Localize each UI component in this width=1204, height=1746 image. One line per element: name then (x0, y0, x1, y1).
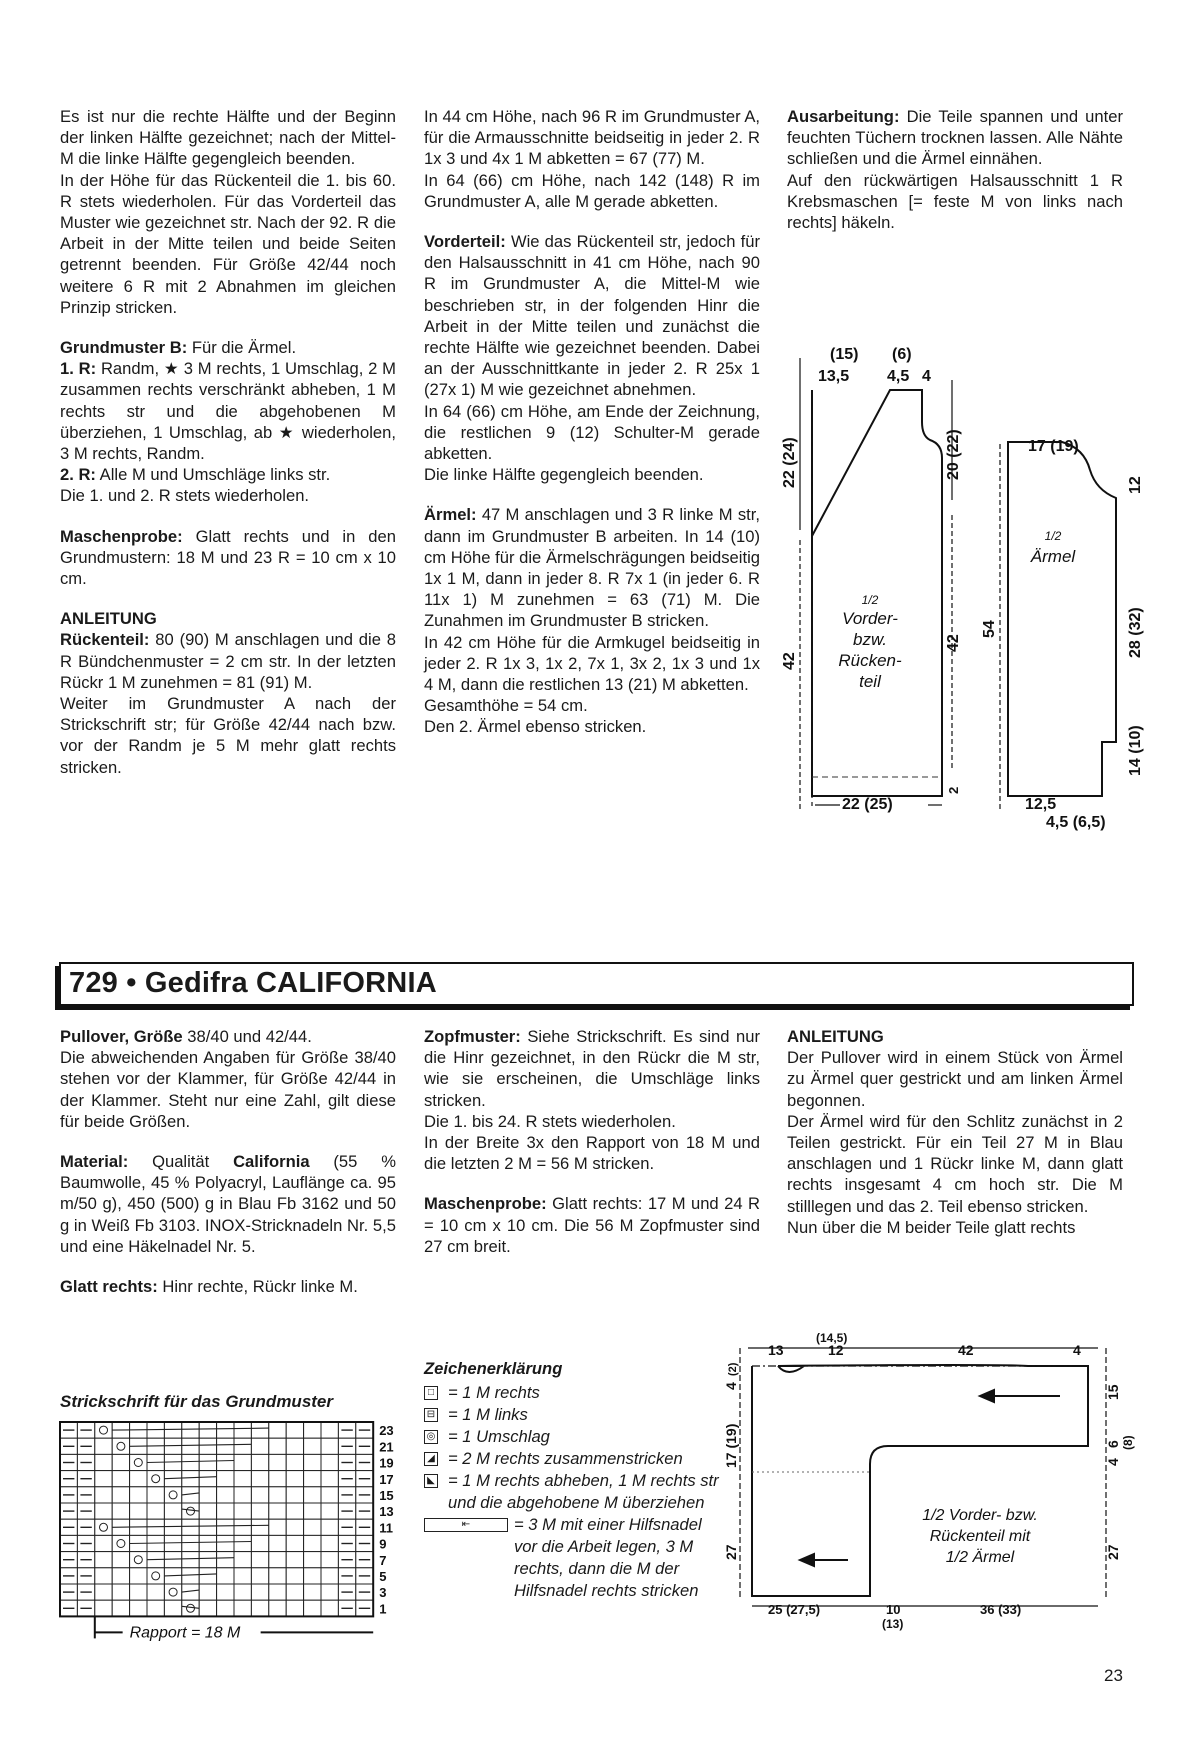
chart-cell (147, 1487, 164, 1503)
chart-cell (251, 1454, 268, 1470)
pattern-title: 729 • Gedifra CALIFORNIA (69, 967, 437, 999)
chart-cell (286, 1519, 303, 1535)
chart-cell (304, 1422, 321, 1438)
chart-cell (321, 1584, 338, 1600)
vorderteil: Vorderteil: Wie das Rückenteil str, jedoch für den Halsausschnitt in 41 cm Höhe, nach 90 R im Grundmuster A, die Mittel-M wie beschrieben str, in der folgenden Hinr die Arbeit in der Mitte teilen und zunächst die rechte Hälfte wie gezeichnet beenden. Dabei an der Ausschnittkante in jeder 2. R 25x 1 (27x 1) M wie gezeichnet abnehmen. (424, 232, 760, 400)
chart-cell (199, 1422, 216, 1438)
chart-cell (199, 1503, 216, 1519)
chart-cell (321, 1422, 338, 1438)
purl-symbol-icon: ⊟ (424, 1408, 438, 1422)
chart-cell (251, 1519, 268, 1535)
chart-cell (112, 1568, 129, 1584)
chart-cell (234, 1471, 251, 1487)
dim-b36: 36 (33) (980, 1602, 1022, 1617)
chart-cell (321, 1454, 338, 1470)
chart-cell (234, 1584, 251, 1600)
dim-42-left: 42 (781, 652, 798, 670)
sleeve-half-label: 1/2 (1044, 529, 1062, 543)
chart-cell (321, 1552, 338, 1568)
chart-cell (234, 1600, 251, 1616)
chart-cell (286, 1438, 303, 1454)
chart-cell (130, 1471, 147, 1487)
chart-cell (147, 1568, 164, 1584)
top-schematic (770, 340, 1150, 831)
ausarbeitung: Ausarbeitung: Die Teile spannen und unter feuchten Tüchern trocknen lassen. Alle Nähte schließen und die Ärmel einnähen. (787, 107, 1123, 169)
anleitung-heading: ANLEITUNG (60, 609, 157, 629)
chart-cell (286, 1584, 303, 1600)
dim-42b: 42 (958, 1342, 974, 1358)
chart-cell (269, 1454, 286, 1470)
chart-cell (217, 1584, 234, 1600)
chart-cell (251, 1535, 268, 1551)
inner-label-2: Rückenteil mit (929, 1528, 1031, 1545)
glatt-rechts: Glatt rechts: Hinr rechte, Rückr linke M. (60, 1277, 358, 1297)
chart-cell (234, 1503, 251, 1519)
legend-item: ⇤ = 3 M mit einer Hilfsnadel vor die Arbeit legen, 3 M rechts, dann die M der Hilfsnadel rechts stricken (424, 1514, 724, 1602)
dim-v17: 17 (19) (723, 1423, 739, 1468)
bottom-column-2 (424, 1026, 760, 1257)
dim-17-19: 17 (19) (1028, 438, 1079, 455)
dim-6: (6) (892, 346, 912, 363)
chart-cell (199, 1454, 216, 1470)
chart-cell (199, 1471, 216, 1487)
skp-icon: ◣ (424, 1474, 438, 1488)
chart-cell (164, 1584, 181, 1600)
chart-cell (130, 1600, 147, 1616)
chart-cell (234, 1454, 251, 1470)
chart-cell (182, 1519, 199, 1535)
chart-cell (95, 1519, 112, 1535)
top-column-2 (424, 106, 760, 738)
chart-cell (217, 1568, 234, 1584)
chart-cell (234, 1487, 251, 1503)
chart-cell (304, 1519, 321, 1535)
ausarbeitung-2: Auf den rückwärtigen Halsausschnitt 1 R Krebsmaschen [= feste M von links nach rechts] häkeln. (787, 170, 1123, 233)
chart-row-number: 1 (379, 1601, 387, 1617)
dim-22-24: 22 (24) (781, 437, 798, 488)
chart-cell (130, 1552, 147, 1568)
anleitung-p3: Nun über die M beider Teile glatt rechts (787, 1217, 1076, 1237)
chart-cell (321, 1487, 338, 1503)
chart-cell (234, 1552, 251, 1568)
chart-cell (95, 1600, 112, 1616)
dim-22-25: 22 (25) (842, 796, 893, 813)
chart-cell (269, 1552, 286, 1568)
chart-cell (217, 1422, 234, 1438)
legend-title: Zeichenerklärung (424, 1359, 563, 1378)
knitting-chart (58, 1420, 418, 1640)
chart-cell (286, 1454, 303, 1470)
zopfmuster-3: In der Breite 3x den Rapport von 18 M und die letzten 2 M = 56 M stricken. (424, 1133, 760, 1174)
material: Material: Qualität California (55 % Baumwolle, 45 % Polyacryl, Lauflänge ca. 95 m/50 g), 450 (500) g in Blau Fb 3162 und 50 g in Weiß Fb 3103. INOX-Stricknadeln Nr. 5,5 und eine Häkelnadel Nr. 5. (60, 1152, 396, 1256)
maschenprobe-2: Maschenprobe: Glatt rechts: 17 M und 24 R = 10 cm x 10 cm. Die 56 M Zopfmuster sind 27 cm breit. (424, 1194, 760, 1256)
sleeve-label: Ärmel (1030, 547, 1076, 566)
chart-cell (269, 1422, 286, 1438)
chart-cell (251, 1503, 268, 1519)
chart-cell (304, 1552, 321, 1568)
zopfmuster: Zopfmuster: Siehe Strickschrift. Es sind nur die Hinr gezeichnet, in den Rückr die M str, wie sie erscheinen, die Umschläge links stricken. (424, 1027, 760, 1110)
yarn-over-icon: ◎ (424, 1430, 438, 1444)
rapport-label: Rapport = 18 M (129, 1624, 241, 1642)
chart-cell (182, 1535, 199, 1551)
chart-cell (234, 1519, 251, 1535)
legend-item: ⊟ = 1 M links (424, 1404, 724, 1426)
chart-cell (199, 1487, 216, 1503)
chart-cell (286, 1503, 303, 1519)
chart-row-number: 21 (379, 1439, 394, 1455)
dim-2: 2 (946, 786, 961, 794)
chart-cell (95, 1422, 112, 1438)
chart-cell (130, 1568, 147, 1584)
chart-cell (112, 1584, 129, 1600)
chart-cell (164, 1422, 181, 1438)
chart-cell (251, 1487, 268, 1503)
aermel-4: Den 2. Ärmel ebenso stricken. (424, 717, 647, 737)
chart-cell (269, 1584, 286, 1600)
chart-cell (286, 1600, 303, 1616)
chart-cell (269, 1471, 286, 1487)
chart-cell (147, 1584, 164, 1600)
chart-cell (95, 1503, 112, 1519)
pattern-title-bar (59, 962, 1134, 1006)
dim-54: 54 (981, 620, 998, 638)
legend-item: □ = 1 M rechts (424, 1382, 724, 1404)
chart-cell (112, 1600, 129, 1616)
bzw-label: bzw. (852, 630, 888, 649)
dim-b13: (13) (882, 1617, 904, 1631)
dim-14-10: 14 (10) (1127, 725, 1144, 776)
legend (424, 1358, 724, 1602)
chart-cell (147, 1503, 164, 1519)
chart-cell (251, 1584, 268, 1600)
dim-13-5: 13,5 (818, 368, 850, 385)
chart-cell (112, 1454, 129, 1470)
chart-cell (217, 1471, 234, 1487)
chart-cell (130, 1454, 147, 1470)
chart-cell (304, 1471, 321, 1487)
chart-cell (130, 1503, 147, 1519)
dim-v4: 4 (723, 1382, 739, 1390)
inner-label-1: 1/2 Vorder- bzw. (922, 1507, 1038, 1524)
chart-cell (269, 1535, 286, 1551)
chart-cell (95, 1471, 112, 1487)
legend-item: ◣ = 1 M rechts abheben, 1 M rechts str und die abgehobene M überziehen (424, 1470, 724, 1514)
chart-cell (95, 1454, 112, 1470)
dimension-lines (800, 358, 1000, 810)
chart-cell (182, 1471, 199, 1487)
chart-cell (147, 1600, 164, 1616)
chart-cell (321, 1438, 338, 1454)
chart-cell (217, 1503, 234, 1519)
chart-cell (321, 1600, 338, 1616)
aermel-2: In 42 cm Höhe für die Armkugel beidseitig in jeder 2. R 1x 3, 1x 2, 7x 1, 3x 2, 1x 3 und 1x 4 M, dann die restlichen 13 (21) M abketten. (424, 632, 760, 695)
anleitung-p2: Der Ärmel wird für den Schlitz zunächst in 2 Teilen gestrickt. Für ein Teil 27 M in Blau anschlagen und 1 Rückr linke M, dann glatt rechts insgesamt 4 cm hoch str. Die M stilllegen und das 2. Teil ebenso stricken. (787, 1111, 1123, 1216)
chart-row-number: 17 (379, 1471, 394, 1487)
chart-cell (304, 1438, 321, 1454)
chart-cell (269, 1568, 286, 1584)
half-label: 1/2 (861, 593, 879, 607)
chart-cell (234, 1422, 251, 1438)
chart-cell (112, 1535, 129, 1551)
chart-cell (112, 1503, 129, 1519)
chart-cell (251, 1568, 268, 1584)
chart-cell (182, 1568, 199, 1584)
chart-cell (199, 1552, 216, 1568)
dim-r4: 4 (1105, 1458, 1121, 1466)
chart-cell (269, 1600, 286, 1616)
chart-title: Strickschrift für das Grundmuster (60, 1392, 334, 1411)
dim-20-22: 20 (22) (945, 429, 962, 480)
aermel: Ärmel: 47 M anschlagen und 3 R linke M str, dann im Grundmuster B arbeiten. In 14 (10) cm Höhe für die Ärmelschrägungen beidseitig 1x 1 M, dann in jeder 8. R 7x 1 (in jeder 6. R 11x 1) M zunehmen = 63 (71) M. Die Zunahmen im Grundmuster B stricken. (424, 505, 760, 631)
chart-cell (321, 1535, 338, 1551)
bottom-column-3 (787, 1026, 1123, 1238)
dim-b10: 10 (886, 1602, 901, 1617)
dim-4b: 4 (1073, 1342, 1081, 1358)
chart-cell (304, 1535, 321, 1551)
chart-row-number: 19 (379, 1455, 394, 1471)
maschenprobe: Maschenprobe: Glatt rechts und in den Grundmustern: 18 M und 23 R = 10 cm x 10 cm. (60, 526, 396, 589)
chart-cell (286, 1422, 303, 1438)
dim-14-5: (14,5) (816, 1331, 848, 1345)
dim-12-5: 12,5 (1025, 796, 1057, 813)
dim-28-32: 28 (32) (1127, 607, 1144, 658)
chart-cell (95, 1438, 112, 1454)
dim-r15: 15 (1105, 1384, 1121, 1400)
dim-12b: 12 (828, 1342, 844, 1358)
dim-r8: (8) (1121, 1435, 1135, 1450)
chart-cell (95, 1584, 112, 1600)
chart-cell (286, 1568, 303, 1584)
row-2-instructions: 2. R: Alle M und Umschläge links str. (60, 465, 331, 485)
chart-cell (199, 1584, 216, 1600)
chart-cell (217, 1600, 234, 1616)
intro-text: Es ist nur die rechte Hälfte und der Beginn der linken Hälfte gezeichnet; nach der Mittel-M die linke Hälfte gegengleich beenden. (60, 107, 396, 169)
knit-symbol-icon: □ (424, 1386, 438, 1400)
dim-42-right: 42 (945, 634, 962, 652)
vorderteil-2: In 64 (66) cm Höhe, am Ende der Zeichnung, die restlichen 9 (12) Schulter-M gerade abketten. (424, 401, 760, 464)
dim-v2: (2) (727, 1362, 739, 1376)
chart-cell (269, 1438, 286, 1454)
legend-item: ◢ = 2 M rechts zusammenstricken (424, 1448, 724, 1470)
chart-cell (217, 1438, 234, 1454)
teil-label: teil (859, 672, 881, 691)
k2tog-icon: ◢ (424, 1452, 438, 1466)
aermel-3: Gesamthöhe = 54 cm. (424, 696, 588, 716)
chart-cell (251, 1600, 268, 1616)
dim-4-5-6-5: 4,5 (6,5) (1046, 814, 1106, 831)
chart-cell (286, 1552, 303, 1568)
chart-cell (217, 1487, 234, 1503)
chart-cell (182, 1454, 199, 1470)
chart-row-number: 23 (379, 1423, 394, 1439)
chart-cell (304, 1503, 321, 1519)
chart-cell (269, 1519, 286, 1535)
dim-13: 13 (768, 1342, 784, 1358)
chart-cell (269, 1503, 286, 1519)
chart-row-number: 15 (379, 1488, 394, 1503)
repeat-instructions: Die 1. und 2. R stets wiederholen. (60, 486, 310, 506)
size-note: Die abweichenden Angaben für Größe 38/40 stehen vor der Klammer, für Größe 42/44 in der Klammer. Steht nur eine Zahl, gilt diese für beide Größen. (60, 1048, 396, 1131)
chart-cell (164, 1487, 181, 1503)
abketten-text: In 64 (66) cm Höhe, nach 142 (148) R im Grundmuster A, alle M gerade abketten. (424, 170, 760, 211)
chart-cell (304, 1584, 321, 1600)
pullover-size: Pullover, Größe 38/40 und 42/44. (60, 1027, 312, 1046)
chart-cell (199, 1519, 216, 1535)
chart-cell (234, 1568, 251, 1584)
chart-row-number: 7 (379, 1552, 387, 1568)
chart-cell (95, 1552, 112, 1568)
page-number: 23 (1104, 1666, 1123, 1685)
bottom-column-1 (60, 1026, 396, 1297)
chart-cell (112, 1438, 129, 1454)
zopfmuster-2: Die 1. bis 24. R stets wiederholen. (424, 1111, 676, 1131)
chart-cell (304, 1600, 321, 1616)
chart-cell (199, 1568, 216, 1584)
row-1-instructions: 1. R: Randm, ★ 3 M rechts, 1 Umschlag, 2 M zusammen rechts verschränkt abheben, 1 M rechts str und die abgehobenen M überziehen, 1 Umschlag, ab ★ wiederholen, 3 M rechts, Randm. (60, 359, 396, 464)
chart-cell (286, 1535, 303, 1551)
dim-4-5: 4,5 (887, 368, 910, 385)
chart-cell (112, 1552, 129, 1568)
chart-cell (269, 1487, 286, 1503)
chart-row-number: 11 (379, 1520, 393, 1536)
grundmuster-b: Grundmuster B: Für die Ärmel. (60, 338, 297, 358)
chart-cell (251, 1422, 268, 1438)
chart-cell (95, 1535, 112, 1551)
armausschnitt-text: In 44 cm Höhe, nach 96 R im Grundmuster A, für die Armausschnitte beidseitig in jeder 2. R 1x 3 und 4x 1 M abketten = 67 (77) M. (424, 107, 760, 169)
chart-cell (182, 1422, 199, 1438)
vorderteil-3: Die linke Hälfte gegengleich beenden. (424, 465, 704, 485)
sleeve-outline (1008, 442, 1116, 796)
chart-cell (217, 1519, 234, 1535)
chart-cell (321, 1568, 338, 1584)
rueckenteil-2: Weiter im Grundmuster A nach der Strickschrift str; für Größe 42/44 nach bzw. vor der Randm je 5 M mehr glatt rechts stricken. (60, 694, 396, 777)
chart-cell (286, 1471, 303, 1487)
chart-cell (217, 1552, 234, 1568)
chart-cell (164, 1438, 181, 1454)
chart-cell (286, 1487, 303, 1503)
chart-cell (130, 1487, 147, 1503)
chart-cell (321, 1503, 338, 1519)
dim-b25: 25 (27,5) (768, 1602, 821, 1617)
dim-v27: 27 (723, 1544, 739, 1560)
chart-cell (95, 1568, 112, 1584)
top-column-3 (787, 106, 1123, 233)
chart-cell (164, 1600, 181, 1616)
chart-cell (251, 1438, 268, 1454)
vorder-label: Vorder- (842, 609, 898, 628)
chart-row-number: 3 (379, 1585, 387, 1601)
chart-cell (321, 1471, 338, 1487)
chart-cell (130, 1584, 147, 1600)
chart-cell (304, 1454, 321, 1470)
anleitung-p1: Der Pullover wird in einem Stück von Ärmel zu Ärmel quer gestrickt und am linken Ärmel begonnen. (787, 1048, 1123, 1110)
rueckenteil: Rückenteil: 80 (90) M anschlagen und die 8 R Bündchenmuster = 2 cm str. In der letzten Rückr 1 M zunehmen = 81 (91) M. (60, 630, 396, 692)
dim-r27: 27 (1105, 1544, 1121, 1560)
chart-cell (251, 1471, 268, 1487)
chart-cell (217, 1454, 234, 1470)
chart-row-number: 9 (379, 1536, 387, 1552)
legend-item: ◎ = 1 Umschlag (424, 1426, 724, 1448)
chart-cell (199, 1535, 216, 1551)
chart-cell (304, 1568, 321, 1584)
cable-cross-icon: ⇤ (424, 1518, 508, 1532)
inner-label-3: 1/2 Ärmel (945, 1549, 1015, 1566)
chart-cell (304, 1487, 321, 1503)
dim-4: 4 (922, 368, 931, 385)
chart-cell (112, 1471, 129, 1487)
chart-cell (234, 1535, 251, 1551)
chart-cell (199, 1600, 216, 1616)
chart-cell (164, 1503, 181, 1519)
bottom-schematic (718, 1320, 1138, 1631)
dim-r6: 6 (1105, 1440, 1121, 1448)
chart-cell (251, 1552, 268, 1568)
ruecken-label: Rücken- (838, 651, 902, 670)
chart-cell (147, 1471, 164, 1487)
top-column-1 (60, 106, 396, 778)
chart-cell (217, 1535, 234, 1551)
chart-cell (182, 1552, 199, 1568)
dim-12: 12 (1127, 476, 1144, 494)
chart-cell (182, 1438, 199, 1454)
chart-cell (95, 1487, 112, 1503)
chart-cell (112, 1487, 129, 1503)
chart-cell (321, 1519, 338, 1535)
chart-row-number: 13 (379, 1504, 394, 1520)
chart-cell (199, 1438, 216, 1454)
intro-text-2: In der Höhe für das Rückenteil die 1. bis 60. R stets wiederholen. Für das Vorderteil das Muster wie gezeichnet str. Nach der 92. R die Arbeit in der Mitte teilen und beide Seiten getrennt beenden. Für Größe 42/44 noch weitere 6 R mit 2 Abnahmen im gleichen Prinzip stricken. (60, 170, 396, 317)
anleitung-heading-2: ANLEITUNG (787, 1027, 884, 1046)
chart-cell (234, 1438, 251, 1454)
chart-row-number: 5 (379, 1569, 387, 1584)
dim-15: (15) (830, 346, 859, 363)
chart-cell (164, 1519, 181, 1535)
chart-cell (164, 1535, 181, 1551)
